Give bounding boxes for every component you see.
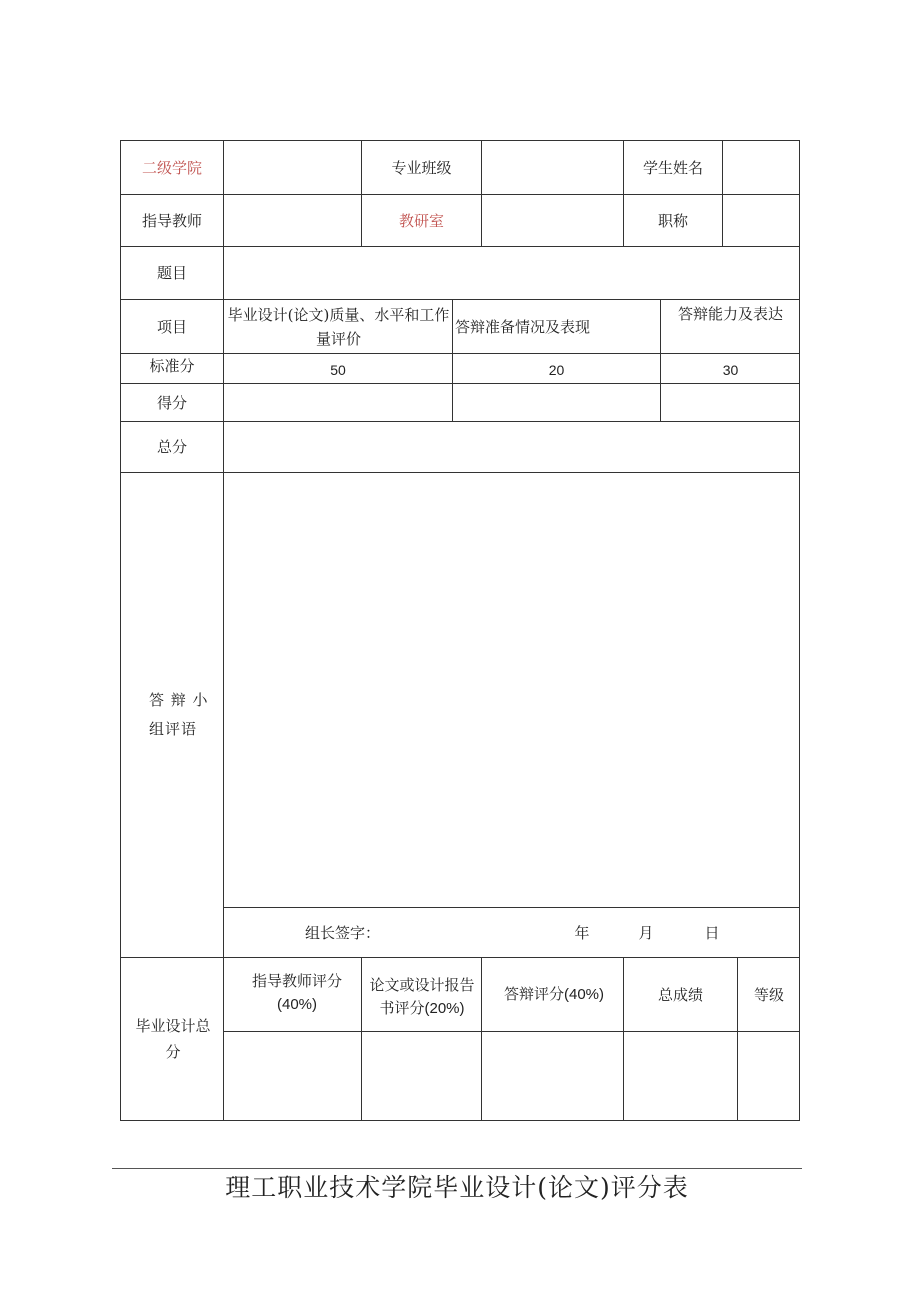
- standard-score-label: 标准分: [149, 357, 195, 375]
- defense-score-header: 答辩评分(40%): [503, 985, 604, 1003]
- section-label: 教研室: [398, 211, 444, 230]
- college-label: 二级学院: [141, 158, 202, 177]
- advisor-score-value[interactable]: [224, 1032, 361, 1120]
- criterion-expression-label: 答辩能力及表达: [677, 305, 783, 323]
- leader-signature-field[interactable]: [395, 908, 565, 957]
- major-class-label: 专业班级: [391, 158, 452, 177]
- total-grade-value[interactable]: [624, 1032, 737, 1120]
- criterion-preparation-label: 答辩准备情况及表现: [455, 317, 591, 336]
- level-header: 等级: [753, 985, 784, 1004]
- report-score-value[interactable]: [362, 1032, 481, 1120]
- title-divider: [112, 1168, 802, 1169]
- score-label: 得分: [156, 393, 187, 412]
- score-preparation-value[interactable]: [453, 384, 660, 421]
- title-rank-label: 职称: [657, 211, 688, 230]
- topic-value[interactable]: [224, 247, 800, 299]
- page-title: 理工职业技术学院毕业设计(论文)评分表: [225, 1173, 689, 1202]
- scoring-form-table: [120, 140, 800, 1121]
- sign-month-label: 月: [638, 923, 654, 942]
- score-quality-value[interactable]: [224, 384, 452, 421]
- level-value[interactable]: [738, 1032, 800, 1120]
- items-label: 项目: [156, 317, 187, 336]
- total-label: 总分: [156, 438, 187, 456]
- major-class-value[interactable]: [482, 141, 623, 194]
- defense-group-comments-area[interactable]: [224, 473, 800, 907]
- advisor-value[interactable]: [224, 195, 361, 246]
- standard-score-quality: 50: [330, 362, 346, 378]
- student-name-value[interactable]: [723, 141, 800, 194]
- defense-score-value[interactable]: [482, 1032, 623, 1120]
- score-expression-value[interactable]: [661, 384, 800, 421]
- student-name-label: 学生姓名: [642, 158, 703, 177]
- section-value[interactable]: [482, 195, 623, 246]
- defense-group-comments-label: 答 辩 小组评语: [149, 691, 209, 738]
- report-score-header: 论文或设计报告书评分(20%): [369, 976, 475, 1017]
- topic-label: 题目: [156, 264, 187, 282]
- standard-score-preparation: 20: [548, 362, 565, 378]
- leader-signature-label: 组长签字：: [305, 923, 381, 942]
- sign-year-label: 年: [574, 923, 590, 942]
- total-value[interactable]: [224, 422, 800, 472]
- title-rank-value[interactable]: [723, 195, 800, 246]
- total-grade-header: 总成绩: [657, 985, 703, 1004]
- sign-day-label: 日: [704, 923, 720, 942]
- advisor-label: 指导教师: [141, 211, 202, 230]
- advisor-score-header: 指导教师评分(40%): [251, 973, 342, 1013]
- college-value[interactable]: [224, 141, 361, 194]
- final-total-label: 毕业设计总分: [135, 1017, 211, 1061]
- criterion-quality-label: 毕业设计(论文)质量、水平和工作量评价: [227, 305, 450, 348]
- standard-score-expression: 30: [722, 362, 739, 378]
